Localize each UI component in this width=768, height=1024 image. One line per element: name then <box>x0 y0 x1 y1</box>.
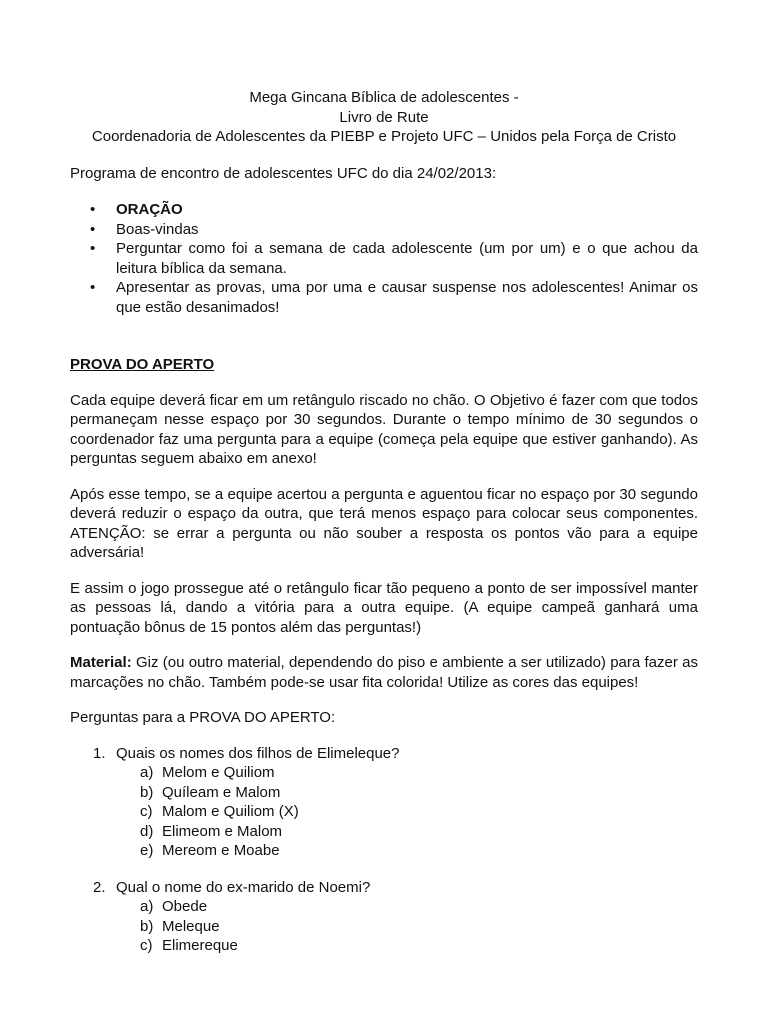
bullet-dot-icon: • <box>90 240 96 257</box>
bullet-item <box>70 200 698 220</box>
option-letter: d) <box>140 822 154 840</box>
material-text: Giz (ou outro material, dependendo do piso e ambiente a ser utilizado) para fazer as marcações no chão. Também pode-se usar fita colorida! Utilize as cores das equipes! <box>70 654 698 691</box>
bullet-text: Perguntar como foi a semana de cada adolescente (um por um) e o que achou da leitura bíblica da semana. <box>116 240 698 277</box>
bullet-text: Boas-vindas <box>116 220 199 238</box>
question-number: 2. <box>93 878 106 896</box>
rules-paragraph: Após esse tempo, se a equipe acertou a pergunta e aguentou ficar no espaço por 30 segundo deverá reduzir o espaço da outra, que terá menos espaço para colocar seus componentes. ATENÇÃO: se errar a pergunta ou não souber a resposta os pontos vão para a equipe adversária! <box>70 485 698 561</box>
bullet-item <box>70 239 698 278</box>
question-number: 1. <box>93 744 106 762</box>
header-book: Livro de Rute <box>339 108 429 126</box>
bullet-item <box>70 278 698 317</box>
program-intro: Programa de encontro de adolescentes UFC do dia 24/02/2013: <box>70 164 497 182</box>
option-item <box>70 763 698 783</box>
option-letter: c) <box>140 803 153 820</box>
question-text: Qual o nome do ex-marido de Noemi? <box>116 878 371 896</box>
option-letter: a) <box>140 898 154 915</box>
bullet-text: ORAÇÃO <box>116 201 183 218</box>
question-heading <box>70 744 698 764</box>
option-item <box>70 783 698 803</box>
bullet-text: Apresentar as provas, uma por uma e causar suspense nos adolescentes! Animar os que estão desanimados! <box>116 279 698 316</box>
option-list <box>70 897 698 956</box>
rules-paragraph: E assim o jogo prossegue até o retângulo ficar tão pequeno a ponto de ser impossível manter as pessoas lá, dando a vitória para a outra equipe. (A equipe campeã ganhará uma pontuação bônus de 15 pontos além das perguntas!) <box>70 579 698 636</box>
document-header <box>70 88 698 147</box>
questions-intro: Perguntas para a PROVA DO APERTO: <box>70 709 336 726</box>
material-paragraph <box>70 653 698 692</box>
section-title: PROVA DO APERTO <box>70 356 215 373</box>
option-text: Melom e Quiliom <box>162 764 275 781</box>
option-text: Malom e Quiliom (X) <box>162 803 299 820</box>
program-bullet-list <box>70 200 698 317</box>
question-heading <box>70 878 698 898</box>
option-text: Obede <box>162 898 208 915</box>
option-text: Mereom e Moabe <box>162 842 280 859</box>
header-coordination: Coordenadoria de Adolescentes da PIEBP e Projeto UFC – Unidos pela Força de Cristo <box>91 128 677 145</box>
option-text: Elimereque <box>162 937 238 954</box>
bullet-dot-icon: • <box>90 279 96 296</box>
question-list <box>70 744 698 956</box>
option-list <box>70 763 698 861</box>
option-letter: b) <box>140 917 154 935</box>
option-text: Elimeom e Malom <box>162 822 283 840</box>
option-text: Quíleam e Malom <box>162 783 281 801</box>
bullet-dot-icon: • <box>90 201 96 218</box>
rules-paragraph: Cada equipe deverá ficar em um retângulo riscado no chão. O Objetivo é fazer com que todos permaneçam nesse espaço por 30 segundos. Durante o tempo mínimo de 30 segundos o coordenador faz uma pergunta para a equipe (começa pela equipe que estiver ganhando). As perguntas seguem abaixo em anexo! <box>70 391 698 467</box>
document-page <box>70 88 698 956</box>
question-item <box>70 878 698 956</box>
option-letter: a) <box>140 764 154 781</box>
material-label: Material: <box>70 654 132 671</box>
option-item <box>70 917 698 937</box>
option-item <box>70 802 698 822</box>
option-item <box>70 936 698 956</box>
option-text: Meleque <box>162 917 220 935</box>
bullet-item <box>70 220 698 240</box>
option-item <box>70 841 698 861</box>
option-item <box>70 822 698 842</box>
option-letter: c) <box>140 937 153 954</box>
option-letter: b) <box>140 783 154 801</box>
question-item <box>70 744 698 861</box>
header-title: Mega Gincana Bíblica de adolescentes - <box>249 89 519 106</box>
option-letter: e) <box>140 842 154 859</box>
bullet-dot-icon: • <box>90 220 96 238</box>
question-text: Quais os nomes dos filhos de Elimeleque? <box>116 744 400 762</box>
option-item <box>70 897 698 917</box>
